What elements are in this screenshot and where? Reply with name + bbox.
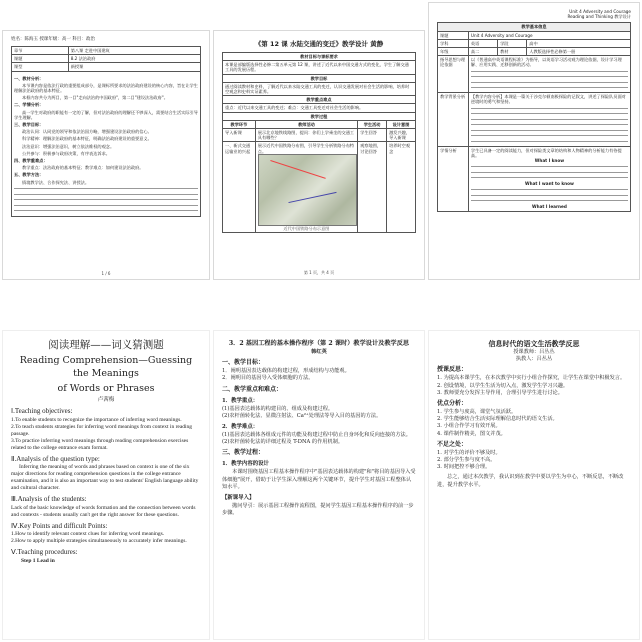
doc1-header: 姓名：陈海玉 授课年级：高一 科目：政治 [11,37,95,42]
table-row: 指导思想与理论依据 以《普通高中英语课程标准》为指导，以英语学习活动观为理论依据，设计学习理解、应用实践、迁移创新的活动。 [438,56,631,93]
doc3-info-table [437,22,631,211]
subheading: 2．教学难点： [222,424,259,431]
page-title: 阅读理解——词义猜测题 [48,339,164,351]
doc2-table [222,52,416,233]
section-heading: 不足之处： [437,440,468,448]
list-item: 3.To practice inferring word meanings through reading comprehension exercises related to the college entrance exam format. [11,437,189,451]
section-heading: 一、教材分析： [14,75,44,81]
section-heading: 优点分析： [437,400,468,408]
section-heading: 授课反思： [437,366,468,374]
paragraph: 教学重点：法治政府的基本特征；教学难点：如何建设法治政府。 [22,165,144,171]
paragraph: 通过阅读教材和史料，了解近代以来水陆交通工具的变迁，认识交通发展对社会生活的影响，培养时空观念和史料实证素养。 [223,82,416,95]
list-item: 法治意识：增强法治意识，树立依法维权的观念。 [22,143,115,149]
page-title-en: Reading Comprehension—Guessing the Meanings [19,355,193,379]
paragraph: 情境教学法、合作探究法、讲授法。 [22,179,90,185]
doc1-info-table [11,46,201,72]
doc3-header: Unit 4 Adversity and Courage Reading and Thinking 教学设计 [567,9,631,20]
paragraph: 高一学生对政府的职能有一定的了解，但对法治政府的理解还不够深入，需要结合生活实际引导学生理解。 [14,109,198,120]
list-item: 3. 教师要充分发挥主导作用，合理引导学生进行讨论。 [437,389,563,396]
table-header-row: 教学环节 教师活动 学生活动 设计意图 [223,120,416,128]
table-row: 课题 8.2 法治政府 [12,55,201,63]
paragraph: 本课时围绕基因工程基本操作程序中"基因表达载体的构建"和"将目的基因导入受体细胞"展开，借助于让学生深入理解这两个关键环节，提升学生对基因工程整体认知水平。 [222,469,416,490]
section-heading: 五、教学方法： [14,172,44,178]
paragraph: 重点：近代以来交通工具的变迁；难点：交通工具变迁对社会生活的影响。 [223,104,416,112]
list-item: (1)基因表达载体各组成元件的功能及构建过程中防止自身环化和反向连接的方法。 [222,432,411,439]
list-item: 1.How to identify relevant context clues for inferring word meanings. [11,531,165,537]
list-item: 1．阐明基因表达载体的构建过程，形成结构与功能观。 [222,368,350,375]
table-row: 学科 英语 学段 高中 [438,39,631,47]
subheading: What I want to know [524,181,574,187]
section-heading: 二、学情分析： [14,102,44,108]
list-item: 3. 小组合作学习有效开展。 [437,423,501,430]
page-number: 1 / 6 [101,271,111,276]
list-item: 2. 学生能够结合生活实际理解信息时代的语文生活。 [437,416,558,423]
section-heading: 四、教学重难点： [14,158,48,164]
list-item: 3. 时间把控不够合理。 [437,464,491,471]
list-item: 4. 课件制作精美，图文并茂。 [437,430,506,437]
table-row: 导入新课 展示北京地铁线路图，提问：你们上学乘坐的交通工具有哪些？ 学生回答 激发兴趣，导入新课 [223,129,416,142]
page-number: 第 1 页，共 4 页 [303,270,335,275]
paragraph: 本课是部编版选择性必修二第五单元第 12 课，讲述了近代以来中国交通方式的变化，学生了解交通工具的发展历程。 [223,61,416,74]
paragraph: 本框内容共分为两目，第一目"走向法治的中国政府"，第二目"建设法治政府"。 [22,95,168,101]
list-item: (2)农杆菌转化法的详细过程及 T-DNA 的作用机制。 [222,439,344,446]
section-heading: Ⅰ.Teaching objectives: [11,407,73,415]
section-heading: Ⅲ.Analysis of the students: [11,495,87,503]
section-heading: 教学目标 [223,74,416,82]
document-page-3 [428,2,640,280]
section-heading: 教材目标与课标要求 [223,53,416,61]
list-item: (1)基因表达载体的构建目的、组成及构建过程。 [222,405,334,412]
list-item: 2.To teach students strategies for inferring word meanings from context in reading passage. [11,423,193,437]
step-heading: Step 1 Lead in [21,557,55,564]
author: 韩红英 [311,349,327,355]
section-heading: 教学基本信息 [438,23,631,31]
table-row: 章节 第八课 走进中国建筑 [12,47,201,55]
list-item: 1.To enable students to recognize the importance of inferring word meanings. [11,416,182,423]
list-item: 1. 对学生的评价不够及时。 [437,449,501,456]
section-heading: 一、教学目标： [222,359,265,367]
paragraph: Lack of the basic knowledge of words formation and the connection between words and contexts - students usually can't get the right answer for these questions. [11,504,196,518]
section-heading: Ⅴ.Teaching procedures: [11,548,78,556]
list-item: 2．阐明目的基因导入受体细胞的方法。 [222,375,314,382]
paragraph: Inferring the meaning of words and phrases based on context is one of the six major directions for reading comprehension questions in the college entrance examination, and it is also an important way to test students' English language ability and cultural character. [11,464,199,491]
paragraph: 抛问导引：展示基因工程操作流程图，提问学生基因工程基本操作程序的前一步步骤。 [222,503,414,517]
author: 卢茜梅 [97,397,115,403]
author: 授课教师：吕丛丛 [513,349,555,355]
list-item: 公共参与：积极参与政府决策，有序表达诉求。 [22,150,110,156]
railway-map-image [258,154,357,226]
list-item: 2.How to apply multiple strategies simultaneously to accurately infer meanings. [11,538,187,544]
subheading: What I know [534,157,565,163]
page-title-en: of Words or Phrases [57,383,155,394]
list-item: 1. 学生参与度高，课堂气氛活跃。 [437,409,517,416]
subheading: What I learned [531,204,567,210]
paragraph: 总之，通过本次教学，我认识到在教学中要以学生为中心，不断反思，不断改进，提升教学水平。 [437,474,624,488]
section-heading: 教学重点难点 [223,96,416,104]
document-page-1 [2,30,210,280]
list-item: (2)农杆菌转化法、显微注射法、Ca²⁺处理法等导入目的基因的方法。 [222,412,382,419]
list-item: 2. 部分学生参与度不高。 [437,457,496,464]
subheading: 1．教学重点： [222,397,259,404]
table-row: 学情分析 学生已具备一定的阅读能力，但对探险类文章的结构和人物精神的分析能力有待提高。 What I know What I want to know What I learned [438,146,631,211]
document-page-2 [213,30,425,280]
page-title: 3．2 基因工程的基本操作程序（第 2 课时）教学设计及教学反思 [228,340,410,347]
section-heading: 二、教学重点和难点： [222,385,283,393]
list-item: 2. 创设情境，以学生生活为切入点，激发学生学习兴趣。 [437,382,569,389]
page-title: 信息时代的语文生活教学反思 [488,339,580,348]
map-caption: 近代中国铁路分布示意图 [283,225,330,231]
table-row: 课题 Unit 4 Adversity and Courage [438,31,631,39]
paragraph: 本节课内容是依法行政的重要组成部分，是课标所要求的法治政府建设的核心内容，旨在让学生理解法治政府的基本特征。 [14,82,198,94]
list-item: 科学精神：理解法治政府的基本特征，明确法治政府建设的重要意义。 [22,136,152,142]
table-row: 教学背景分析 【教学内容分析】本课是一篇关于沙克尔顿南极探险的记叙文，讲述了探险队员面对逆境时的勇气和坚持。 [438,93,631,146]
section-heading: 三、教学目标： [14,122,44,128]
table-row: 年级 高二 教材 人教版选择性必修第一册 [438,48,631,56]
document-page-4 [2,330,210,640]
document-page-5 [213,330,425,640]
table-row: 课型 新授课 [12,63,201,71]
subheading: 【新课导入】 [222,495,255,502]
author: 执教人：吕丛丛 [515,356,553,363]
section-heading: 教学过程 [223,112,416,120]
section-heading: 三、教学过程： [222,449,265,457]
list-item: 1. 为提高本课学生，在本次教学中实行小组合作探究，让学生在课堂中积极发言。 [437,375,626,382]
list-item: 政治认同：认同党的领导和依法治国方略，增强建设法治政府的信心。 [22,129,152,135]
subheading: 1．教学内容的设计 [222,461,269,468]
page-title: 《第 12 课 水陆交通的变迁》教学设计 黄静 [254,40,384,48]
section-heading: Ⅳ.Key Points and difficult Points: [11,521,108,530]
table-row: 一、新式交通运输业的兴起 展示近代中国铁路分布图，引导学生分析铁路分布特点。 近代中国铁路分布示意图 观察地图，讨论回答 培养时空观念 [223,142,416,233]
document-page-6 [428,330,640,640]
section-heading: Ⅱ.Analysis of the question type: [11,454,100,463]
